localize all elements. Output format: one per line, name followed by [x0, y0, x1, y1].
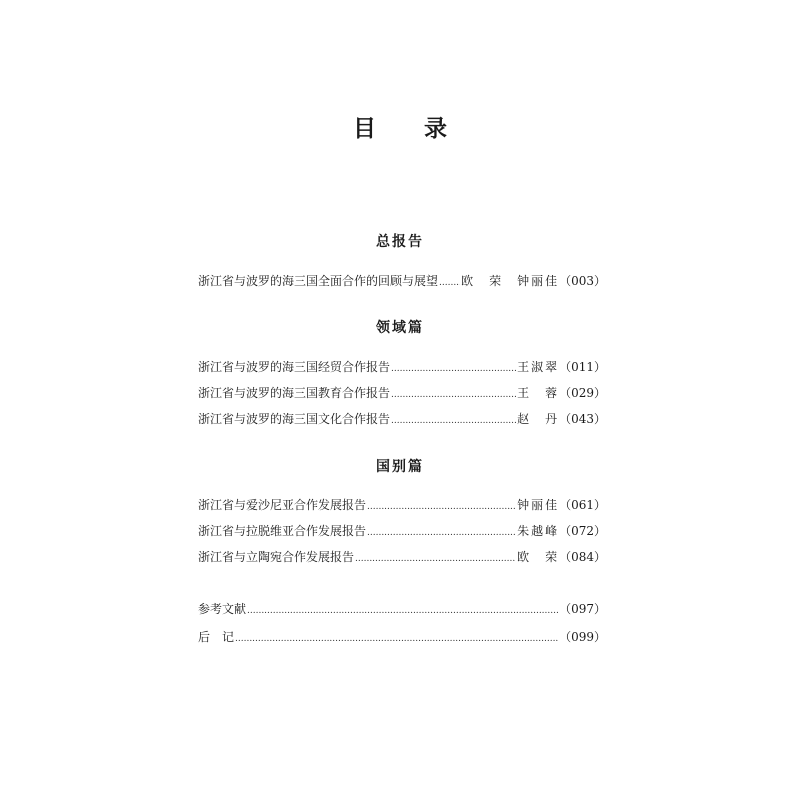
toc-entry-author: 欧 荣 钟丽佳: [461, 274, 560, 288]
toc-entry-author: 钟丽佳: [517, 498, 560, 512]
toc-entry-afterword[interactable]: [198, 628, 606, 648]
dot-leader: [439, 272, 460, 292]
dot-leader: [391, 410, 516, 430]
toc-entry-title: 浙江省与拉脱维亚合作发展报告: [198, 524, 367, 538]
toc-entry[interactable]: [198, 496, 606, 516]
dot-leader: [367, 522, 516, 542]
toc-entry-title: 浙江省与波罗的海三国教育合作报告: [198, 386, 391, 400]
toc-entry-page: （072）: [559, 524, 606, 538]
toc-entry[interactable]: [198, 384, 606, 404]
toc-entry-author: 王 蓉: [517, 386, 560, 400]
dot-leader: [247, 600, 558, 620]
toc-entry-page: （061）: [559, 498, 606, 512]
toc-entry[interactable]: [198, 410, 606, 430]
toc-entry-author: 朱越峰: [517, 524, 560, 538]
toc-entry-author: 赵 丹: [517, 412, 560, 426]
toc-entry-page: （084）: [559, 550, 606, 564]
toc-entry-page: （099）: [559, 630, 606, 644]
dot-leader: [355, 548, 516, 568]
dot-leader: [367, 496, 516, 516]
toc-entry-title: 参考文献: [198, 602, 247, 616]
toc-entry-title: 浙江省与波罗的海三国文化合作报告: [198, 412, 391, 426]
toc-entry-author: 王淑翠: [517, 360, 560, 374]
dot-leader: [391, 358, 516, 378]
toc-entry-title: 浙江省与波罗的海三国经贸合作报告: [198, 360, 391, 374]
toc-entry-title: 浙江省与波罗的海三国全面合作的回顾与展望: [198, 274, 439, 288]
toc-entry-page: （097）: [559, 602, 606, 616]
toc-entry-title: 浙江省与爱沙尼亚合作发展报告: [198, 498, 367, 512]
toc-entry-title: 后 记: [198, 630, 235, 644]
toc-entry-page: （003）: [559, 274, 606, 288]
toc-entry-page: （011）: [559, 360, 606, 374]
toc-entry-page: （029）: [559, 386, 606, 400]
section-heading-general-report: 总报告: [376, 234, 424, 250]
section-heading-domains: 领域篇: [376, 320, 424, 336]
toc-entry-references[interactable]: [198, 600, 606, 620]
section-heading-countries: 国别篇: [376, 459, 424, 475]
dot-leader: [235, 628, 558, 648]
toc-entry[interactable]: [198, 358, 606, 378]
dot-leader: [391, 384, 516, 404]
toc-entry[interactable]: [198, 522, 606, 542]
toc-entry[interactable]: [198, 272, 606, 292]
toc-entry-page: （043）: [559, 412, 606, 426]
toc-entry-title: 浙江省与立陶宛合作发展报告: [198, 550, 355, 564]
toc-entry[interactable]: [198, 548, 606, 568]
page-title: 目 录: [352, 115, 467, 142]
toc-entry-author: 欧 荣: [517, 550, 560, 564]
